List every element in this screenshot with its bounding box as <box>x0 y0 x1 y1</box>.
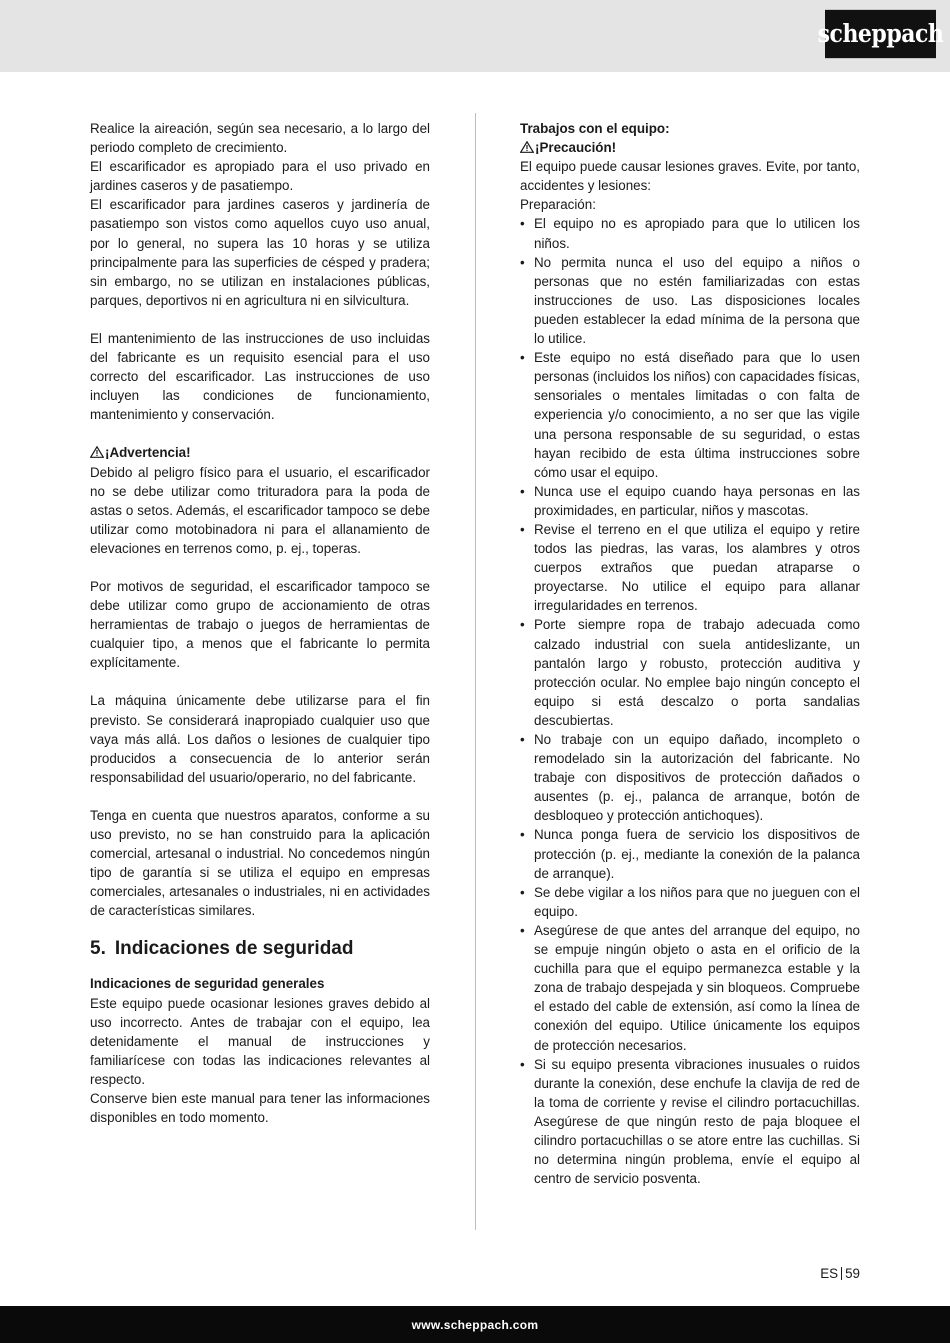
page-separator <box>841 1267 842 1280</box>
section-title: Indicaciones de seguridad <box>114 938 354 960</box>
paragraph: Realice la aireación, según sea necesario, a lo largo del periodo completo de crecimiento. <box>90 121 430 156</box>
caution-title: ¡Precaución! <box>535 140 617 156</box>
section-number: 5. <box>90 938 106 960</box>
column-divider <box>475 113 476 1230</box>
paragraph: El escarificador es apropiado para el uso privado en jardines caseros y de pasatiempo. <box>90 159 430 194</box>
header-bar <box>0 0 950 72</box>
right-column <box>520 119 860 1188</box>
paragraph: El mantenimiento de las instrucciones de uso incluidas del fabricante es un requisito esencial para el uso correcto del escarificador. Las instrucciones de uso incluyen las condiciones de funcionamiento, mantenimiento y conservación. <box>90 330 430 423</box>
footer-bar <box>0 1306 950 1343</box>
paragraph: El escarificador para jardines caseros y jardinería de pasatiempo son vistos como aquellos cuyo uso anual, por lo general, no supera las 10 horas y se utiliza principalmente para las superficies de césped y pradera; sin embargo, no se utilizan en instalaciones públicas, parques, deportivos ni en agricultura ni en silvicultura. <box>90 197 430 308</box>
list-item: • Porte siempre ropa de trabajo adecuada como calzado industrial con suela antideslizante, un pantalón largo y robusto, protección auditiva y protección ocular. No emplee bajo ningún concepto el equipo si está descalzo o porta sandalias descubiertas. <box>520 615 860 730</box>
list-item: • No trabaje con un equipo dañado, incompleto o remodelado sin la autorización del fabricante. No trabaje con dispositivos de protección dañados o ausentes (p. ej., palanca de arranque, botón de desbloqueo y protección antichoques). <box>520 730 860 825</box>
paragraph: Tenga en cuenta que nuestros aparatos, conforme a su uso previsto, no se han construido para la aplicación comercial, artesanal o industrial. No concedemos ningún tipo de garantía si se utiliza el equipo en empresas comerciales, artesanales o industriales, ni en actividades de características similares. <box>90 807 430 919</box>
paragraph: La máquina únicamente debe utilizarse para el fin previsto. Se considerará inapropiado cualquier uso que vaya más allá. Los daños o lesiones de cualquier tipo producidos a consecuencia de lo anterior serán responsabilidad del usuario/operario, no del fabricante. <box>90 693 430 785</box>
list-item: • Este equipo no está diseñado para que lo usen personas (incluidos los niños) con capacidades físicas, sensoriales o mentales limitadas o con falta de experiencia y/o conocimiento, a no ser que las vigile una persona responsable de su seguridad, o estas hayan recibido de esta última instrucciones sobre cómo usar el equipo. <box>520 348 860 482</box>
paragraph: Debido al peligro físico para el usuario, el escarificador no se debe utilizar como trituradora para la poda de astas o setos. Además, el escarificador tampoco se debe utilizar como motobinadora ni para el allanamiento de elevaciones en terrenos como, p. ej., toperas. <box>90 464 430 556</box>
list-item: • Revise el terreno en el que utiliza el equipo y retire todos las piedras, las varas, los alambres y otros cuerpos extraños que puedan atraparse o proyectarse. No utilice el equipo para allanar irregularidades en terrenos. <box>520 520 860 615</box>
brand-logo: scheppach <box>825 10 936 58</box>
warning-heading <box>90 443 430 462</box>
work-heading: Trabajos con el equipo: <box>520 121 670 136</box>
subsection-title: Indicaciones de seguridad generales <box>90 976 325 992</box>
section-heading <box>90 936 430 962</box>
warning-triangle-icon <box>90 446 104 458</box>
website-link[interactable]: www.scheppach.com <box>411 1317 539 1332</box>
paragraph: Este equipo puede ocasionar lesiones graves debido al uso incorrecto. Antes de trabajar con el equipo, lea detenidamente el manual de instrucciones y familiarícese con todas las indicaciones relevantes al respecto. <box>90 995 430 1087</box>
warning-title: ¡Advertencia! <box>105 445 191 461</box>
preparation-label: Preparación: <box>520 197 596 213</box>
paragraph: Conserve bien este manual para tener las informaciones disponibles en todo momento. <box>90 1091 430 1126</box>
list-item: • No permita nunca el uso del equipo a niños o personas que no estén familiarizadas con estas instrucciones de uso. Las disposiciones locales pueden establecer la edad mínima de la persona que lo utilice. <box>520 253 860 348</box>
page-number <box>805 1265 860 1283</box>
list-item: • Nunca use el equipo cuando haya personas en las proximidades, en particular, niños y mascotas. <box>520 482 860 520</box>
warning-triangle-icon <box>520 141 534 153</box>
page-number-value: 59 <box>845 1266 860 1281</box>
list-item: • Asegúrese de que antes del arranque del equipo, no se empuje ningún objeto o asta en el orificio de la cuchilla para que el equipo permanezca estable y la zona de trabajo despejada y sin bloqueos. Compruebe el estado del cable de extensión, así como la línea de conexión del equipo. Utilice únicamente los equipos de protección necesarios. <box>520 921 860 1055</box>
list-item: • El equipo no es apropiado para que lo utilicen los niños. <box>520 214 860 252</box>
list-item: • Se debe vigilar a los niños para que no jueguen con el equipo. <box>520 883 860 921</box>
list-item: • Nunca ponga fuera de servicio los dispositivos de protección (p. ej., mediante la conexión de la palanca de arranque). <box>520 825 860 882</box>
left-column <box>90 119 430 1127</box>
page-language: ES <box>820 1266 839 1281</box>
safety-list <box>520 214 860 1188</box>
paragraph: El equipo puede causar lesiones graves. Evite, por tanto, accidentes y lesiones: <box>520 159 860 194</box>
paragraph: Por motivos de seguridad, el escarificador tampoco se debe utilizar como grupo de accionamiento de otras herramientas de trabajo o juegos de herramientas de cualquier tipo, a menos que el fabricante lo permita explícitamente. <box>90 578 430 671</box>
caution-heading <box>520 138 860 157</box>
list-item: • Si su equipo presenta vibraciones inusuales o ruidos durante la conexión, dese enchufe la clavija de red de la toma de corriente y revise el cilindro portacuchillas. Asegúrese de que ningún resto de paja bloquee el cilindro portacuchillas o se atore entre las cuchillas. Si no determina ningún problema, envíe el equipo al centro de servicio posventa. <box>520 1055 860 1189</box>
